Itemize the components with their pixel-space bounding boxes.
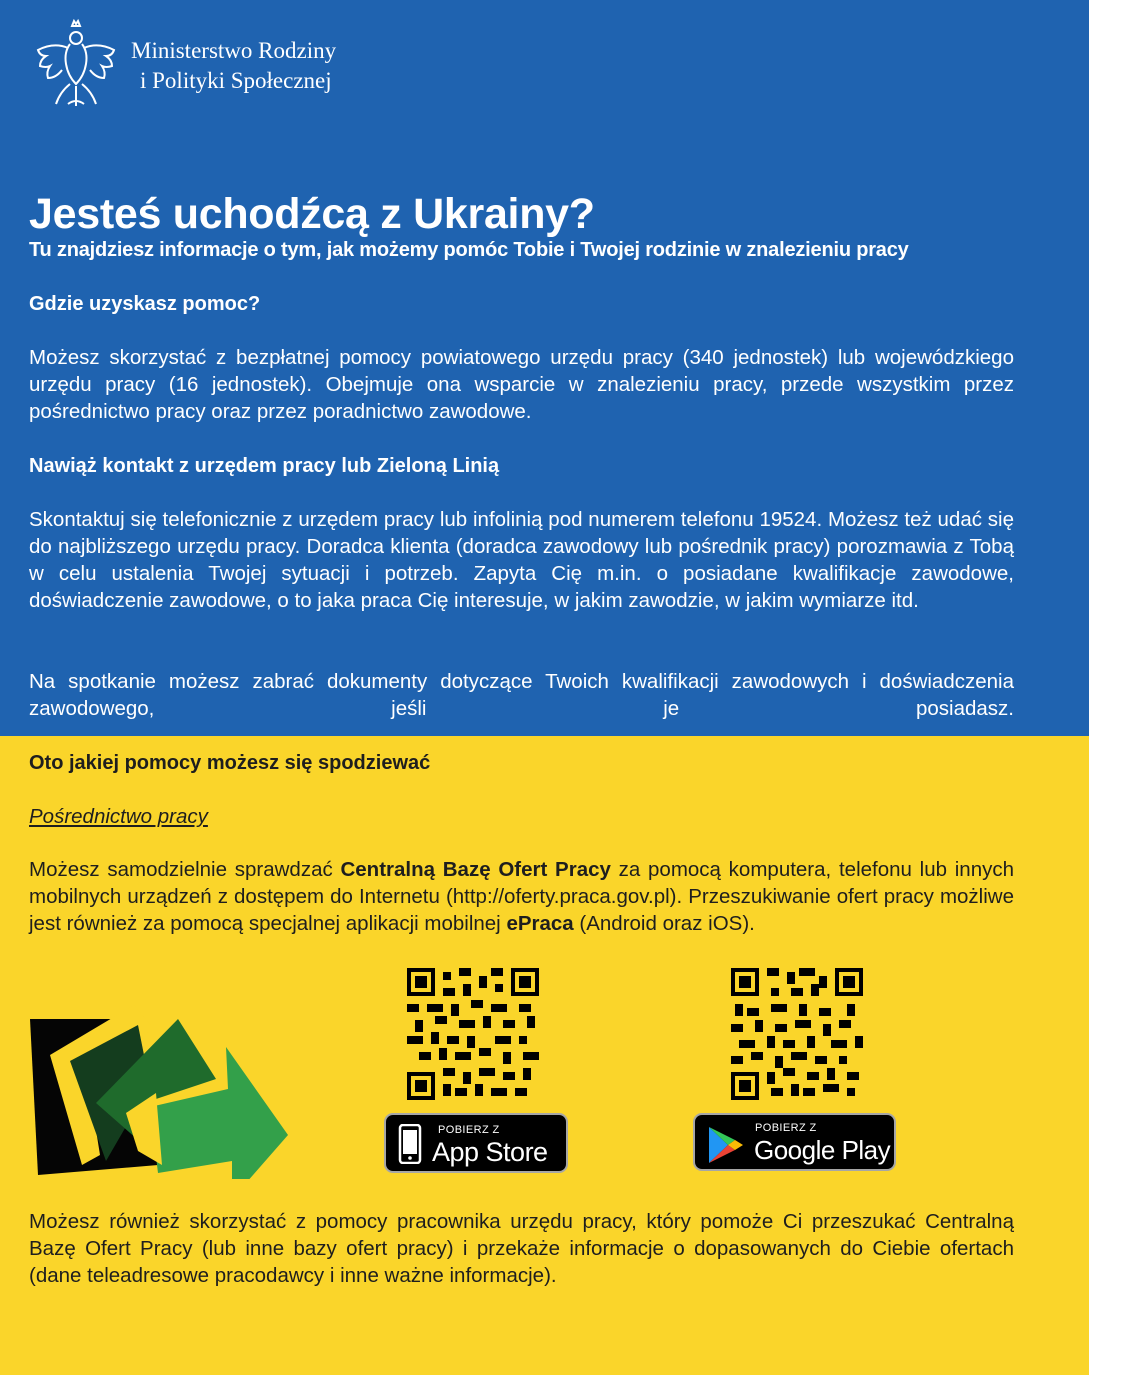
qr-code-icon[interactable] <box>407 968 539 1100</box>
ministry-line-2: i Polityki Społecznej <box>140 68 332 93</box>
app-store-label: App Store <box>432 1137 548 1167</box>
app-store-small-label: POBIERZ Z <box>438 1124 500 1136</box>
help-heading: Gdzie uzyskasz pomoc? <box>29 293 261 315</box>
help-paragraph: Możesz skorzystać z bezpłatnej pomocy powiatowego urzędu pracy (340 jednostek) lub wojewódzkiego urzędu pracy (16 jednostek). Obejmuje ona wsparcie w znalezieniu pracy, przede wszystkim przez pośrednictwo pracy oraz przez poradnictwo zawodowe. <box>29 346 1014 423</box>
contact-paragraph: Skontaktuj się telefonicznie z urzędem pracy lub infolinią pod numerem telefonu 19524. Możesz też udać się do najbliższego urzędu pracy. Doradca klienta (doradca zawodowy lub pośrednik pracy) porozmawia z Tobą w celu ustalenia Twojej sytuacji i potrzeb. Zapyta Cię m.in. o posiadane kwalifikacje zawodowe, doświadczenie zawodowe, o to jaka praca Cię interesuje, w jakim zawodzie, w jakim wymiarze itd. <box>29 508 1014 612</box>
cbop-bold-2: ePraca <box>506 912 574 935</box>
app-store-button[interactable] <box>384 1113 568 1173</box>
cbop-text-3: (Android oraz iOS). <box>573 912 755 935</box>
qr-code-icon[interactable] <box>731 968 863 1100</box>
meeting-paragraph: Na spotkanie możesz zabrać dokumenty dotyczące Twoich kwalifikacji zawodowych i doświadczenia zawodowego, jeśli je posiadasz. <box>29 670 1014 720</box>
cbop-paragraph <box>29 856 1014 937</box>
cbop-bold-1: Centralną Bazę Ofert Pracy <box>340 858 611 881</box>
final-paragraph: Możesz również skorzystać z pomocy pracownika urzędu pracy, który pomoże Ci przeszukać Centralną Bazę Ofert Pracy (lub inne bazy ofert pracy) i przekaże informacje o dopasowanych do Ciebie ofertach (dane teleadresowe pracodawcy i inne ważne informacje). <box>29 1210 1014 1287</box>
page-subtitle: Tu znajdziesz informacje o tym, jak możemy pomóc Tobie i Twojej rodzinie w znalezieniu pracy <box>29 239 909 261</box>
ministry-name <box>131 36 336 96</box>
cbop-text-1: Możesz samodzielnie sprawdzać <box>29 858 341 881</box>
job-mediation-link[interactable]: Pośrednictwo pracy <box>29 805 208 828</box>
google-play-button[interactable] <box>693 1113 896 1171</box>
polish-eagle-emblem-icon <box>28 18 124 114</box>
cbop-text-2: za pomocą komputera, telefonu lub innych mobilnych urządzeń z dostępem do Internetu (http://oferty.praca.gov.pl). Przeszukiwanie ofert pracy możliwe jest również za pomocą specjalnej aplikacji mobilnej <box>29 858 1014 935</box>
google-play-small-label: POBIERZ Z <box>755 1122 817 1134</box>
google-play-label: Google Play <box>754 1135 891 1165</box>
phone-icon <box>398 1124 422 1164</box>
yellow-section <box>0 736 1089 1375</box>
page-title: Jesteś uchodźcą z Ukrainy? <box>29 190 595 238</box>
green-arrows-logo <box>30 995 288 1179</box>
expect-heading: Oto jakiej pomocy możesz się spodziewać <box>29 752 431 774</box>
ministry-line-1: Ministerstwo Rodziny <box>131 38 337 63</box>
contact-heading: Nawiąż kontakt z urzędem pracy lub Zieloną Linią <box>29 455 500 477</box>
play-triangle-icon <box>707 1125 745 1165</box>
